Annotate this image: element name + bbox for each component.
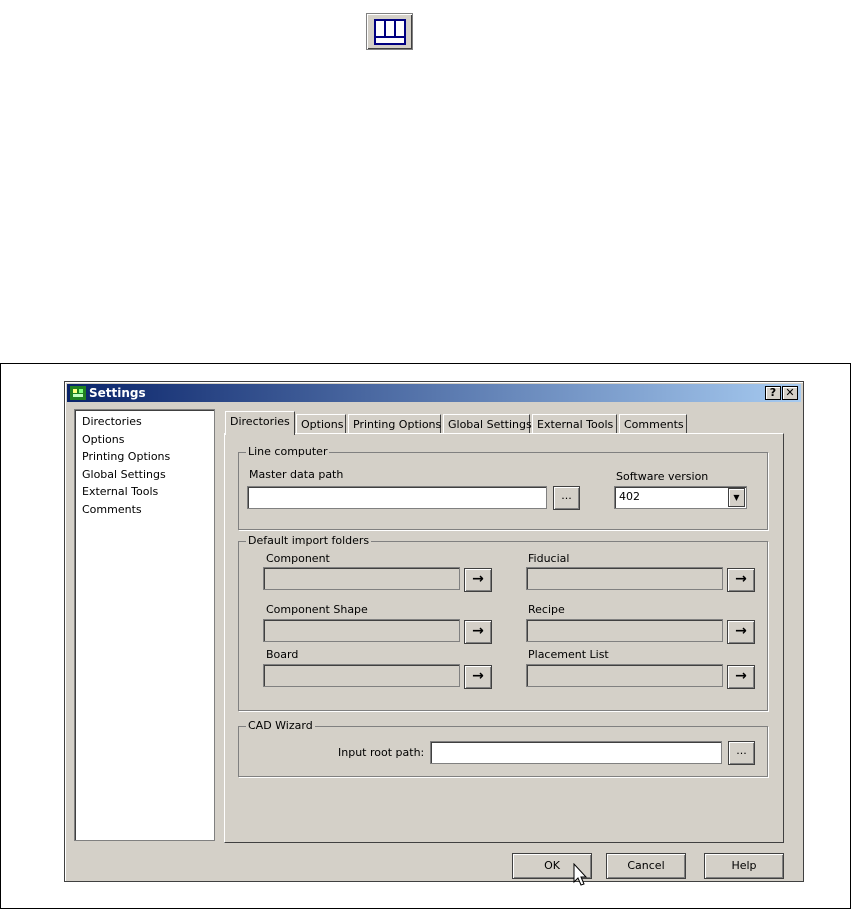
list-item-external-tools[interactable]: External Tools bbox=[82, 485, 159, 498]
directories-panel bbox=[224, 433, 784, 843]
input-root-path-field[interactable] bbox=[430, 741, 722, 764]
component-field bbox=[263, 567, 460, 590]
list-item-directories[interactable]: Directories bbox=[82, 415, 142, 428]
master-data-path-label: Master data path bbox=[249, 468, 344, 481]
recipe-label: Recipe bbox=[528, 603, 565, 616]
list-item-global-settings[interactable]: Global Settings bbox=[82, 467, 166, 481]
recipe-arrow-button[interactable]: → bbox=[727, 620, 755, 644]
dialog-title: Settings bbox=[89, 386, 146, 400]
component-shape-label: Component Shape bbox=[266, 603, 368, 616]
component-shape-arrow-button[interactable]: → bbox=[464, 620, 492, 644]
cad-wizard-title: CAD Wizard bbox=[248, 719, 313, 732]
master-data-path-field[interactable] bbox=[247, 486, 547, 509]
software-version-value: 402 bbox=[619, 490, 640, 503]
category-list bbox=[74, 409, 215, 841]
app-icon bbox=[70, 386, 86, 400]
input-root-path-label: Input root path: bbox=[338, 746, 425, 759]
tab-printing-options[interactable]: Printing Options bbox=[348, 414, 441, 434]
chevron-down-icon[interactable]: ▼ bbox=[728, 488, 745, 507]
cancel-button[interactable]: Cancel bbox=[606, 853, 686, 879]
placement-list-label: Placement List bbox=[528, 648, 609, 661]
component-arrow-button[interactable]: → bbox=[464, 568, 492, 592]
ok-button[interactable]: OK bbox=[512, 853, 592, 879]
list-item-printing-options[interactable]: Printing Options bbox=[82, 450, 171, 463]
layout-toolbar-button[interactable] bbox=[366, 13, 413, 50]
input-root-browse-button[interactable]: ... bbox=[728, 741, 755, 765]
line-computer-title: Line computer bbox=[248, 445, 328, 458]
board-arrow-button[interactable]: → bbox=[464, 665, 492, 689]
fiducial-arrow-button[interactable]: → bbox=[727, 568, 755, 592]
software-version-select[interactable] bbox=[614, 486, 747, 509]
help-title-button[interactable]: ? bbox=[765, 386, 781, 400]
settings-dialog bbox=[64, 381, 804, 882]
import-folders-title: Default import folders bbox=[248, 534, 370, 547]
board-label: Board bbox=[266, 648, 299, 661]
component-shape-field bbox=[263, 619, 460, 642]
tab-global-settings[interactable]: Global Settings bbox=[443, 414, 530, 434]
component-label: Component bbox=[266, 552, 330, 565]
tab-directories[interactable]: Directories bbox=[225, 411, 295, 435]
placement-list-arrow-button[interactable]: → bbox=[727, 665, 755, 689]
mouse-cursor-icon bbox=[573, 863, 589, 887]
placement-list-field bbox=[526, 664, 723, 687]
list-item-comments[interactable]: Comments bbox=[82, 502, 142, 516]
panel-layout-icon bbox=[374, 19, 406, 45]
close-button[interactable]: ✕ bbox=[782, 386, 798, 400]
help-button[interactable]: Help bbox=[704, 853, 784, 879]
master-data-browse-button[interactable]: ... bbox=[553, 486, 580, 510]
list-item-options[interactable]: Options bbox=[82, 432, 125, 446]
tab-external-tools[interactable]: External Tools bbox=[532, 414, 617, 434]
tab-options[interactable]: Options bbox=[296, 414, 346, 434]
tab-comments[interactable]: Comments bbox=[619, 414, 687, 434]
fiducial-label: Fiducial bbox=[528, 552, 570, 565]
software-version-label: Software version bbox=[616, 470, 709, 483]
recipe-field bbox=[526, 619, 723, 642]
fiducial-field bbox=[526, 567, 723, 590]
board-field bbox=[263, 664, 460, 687]
dialog-titlebar bbox=[67, 384, 801, 402]
